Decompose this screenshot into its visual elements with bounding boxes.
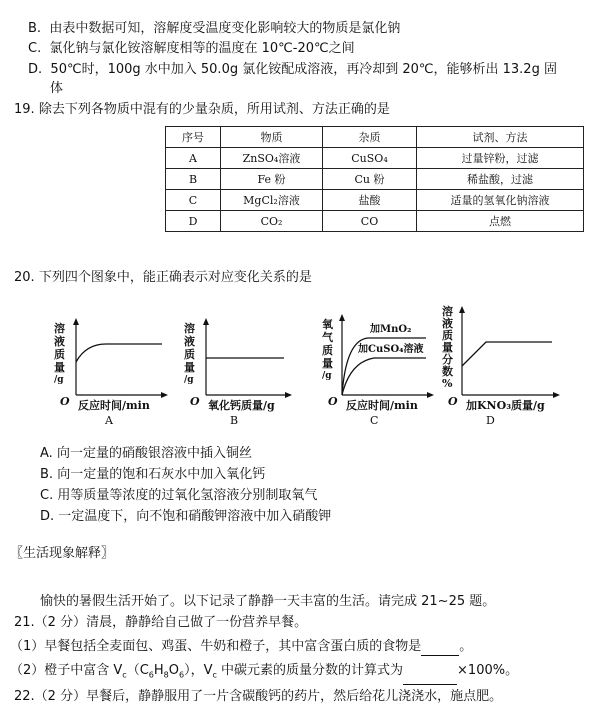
- table-cell: CuSO₄: [323, 148, 417, 169]
- curve-cuso4: [342, 358, 426, 395]
- table-row: [166, 169, 584, 190]
- origin-label: O: [190, 395, 200, 408]
- x-axis-arrow: [161, 392, 168, 398]
- origin-label: O: [60, 395, 70, 408]
- table-cell: CO₂: [221, 211, 323, 232]
- graph-id: D: [486, 414, 495, 427]
- col-header: 杂质: [323, 127, 417, 148]
- origin-label: O: [448, 395, 458, 408]
- answer-blank[interactable]: [421, 641, 459, 656]
- q20-option-a: A. 向一定量的硝酸银溶液中插入铜丝: [40, 446, 252, 461]
- q19-table: [165, 126, 584, 232]
- q21-part1: （1）早餐包括全麦面包、鸡蛋、牛奶和橙子，其中富含蛋白质的食物是 。: [10, 639, 473, 654]
- curve-label-cuso4: 加CuSO₄溶液: [358, 344, 424, 355]
- q18-option-b: B. 由表中数据可知，溶解度受温度变化影响较大的物质是氯化钠: [28, 21, 401, 36]
- x-label: 氧化钙质量/g: [208, 399, 275, 412]
- col-header: 试剂、方法: [417, 127, 584, 148]
- y-label: 溶 液 质 量 分 数 %: [442, 305, 453, 390]
- x-axis-arrow: [427, 392, 434, 398]
- table-cell: B: [166, 169, 221, 190]
- graph-id: A: [105, 414, 113, 427]
- table-cell: Fe 粉: [221, 169, 323, 190]
- q20-option-b: B. 向一定量的饱和石灰水中加入氧化钙: [40, 467, 266, 482]
- table-cell: 过量锌粉，过滤: [417, 148, 584, 169]
- col-header: 物质: [221, 127, 323, 148]
- graph-id: B: [230, 414, 239, 427]
- y-axis-arrow: [459, 306, 465, 313]
- y-axis-arrow: [339, 314, 345, 321]
- x-axis-arrow: [285, 392, 292, 398]
- y-label: 氧 气 质 量 /g: [322, 318, 333, 381]
- y-label: 溶 液 质 量 /g: [54, 322, 65, 385]
- table-cell: 稀盐酸，过滤: [417, 169, 584, 190]
- curve: [76, 344, 162, 362]
- x-axis-arrow: [553, 392, 560, 398]
- curve-label-mno2: 加MnO₂: [370, 324, 412, 335]
- table-cell: C: [166, 190, 221, 211]
- table-cell: 点燃: [417, 211, 584, 232]
- q21-stem: 21.（2 分）清晨，静静给自己做了一份营养早餐。: [14, 615, 308, 630]
- q20-option-c: C. 用等质量等浓度的过氧化氢溶液分别制取氧气: [40, 488, 318, 503]
- x-label: 反应时间/min: [346, 399, 418, 412]
- y-axis-arrow: [203, 318, 209, 325]
- table-row: [166, 211, 584, 232]
- table-cell: Cu 粉: [323, 169, 417, 190]
- q22-stem: 22.（2 分）早餐后，静静服用了一片含碳酸钙的药片，然后给花儿浇浇水，施点肥。: [14, 689, 503, 704]
- q20-option-d: D. 一定温度下，向不饱和硝酸钾溶液中加入硝酸钾: [40, 509, 332, 524]
- answer-blank[interactable]: [403, 670, 457, 685]
- table-cell: 盐酸: [323, 190, 417, 211]
- graph-b: [180, 300, 295, 430]
- curve: [462, 342, 552, 366]
- q21-part2: （2）橙子中富含 $V_c(C_6H_8O_6)$，$V_c$ 中碳元素的质量分数的计算式为 ×100%。: [10, 662, 518, 685]
- table-cell: 适量的氢氧化钠溶液: [417, 190, 584, 211]
- table-cell: MgCl₂溶液: [221, 190, 323, 211]
- section-title: 〖生活现象解释〗: [10, 546, 115, 561]
- table-cell: ZnSO₄溶液: [221, 148, 323, 169]
- origin-label: O: [328, 395, 338, 408]
- x-label: 反应时间/min: [78, 399, 150, 412]
- q20-stem: 20. 下列四个图象中，能正确表示对应变化关系的是: [14, 270, 312, 285]
- y-axis-arrow: [73, 318, 79, 325]
- table-header-row: [166, 127, 584, 148]
- col-header: 序号: [166, 127, 221, 148]
- intro-text: 愉快的暑假生活开始了。以下记录了静静一天丰富的生活。请完成 21~25 题。: [40, 594, 496, 609]
- q19-stem: 19. 除去下列各物质中混有的少量杂质，所用试剂、方法正确的是: [14, 102, 390, 117]
- table-row: [166, 148, 584, 169]
- graph-id: C: [370, 414, 379, 427]
- x-label: 加KNO₃质量/g: [466, 399, 545, 412]
- q18-option-c: C. 氯化钠与氯化铵溶解度相等的温度在 10℃-20℃之间: [28, 41, 355, 56]
- y-label: 溶 液 质 量 /g: [184, 322, 195, 385]
- table-cell: A: [166, 148, 221, 169]
- q18-option-d-cont: 体: [50, 81, 64, 96]
- table-cell: CO: [323, 211, 417, 232]
- table-row: [166, 190, 584, 211]
- graph-c: [318, 300, 438, 430]
- table-cell: D: [166, 211, 221, 232]
- graph-a: [50, 300, 170, 430]
- q18-option-d: D. 50℃时，100g 水中加入 50.0g 氯化铵配成溶液，再冷却到 20℃，能够析出 13.2g 固: [28, 62, 557, 77]
- graph-d: [438, 300, 563, 430]
